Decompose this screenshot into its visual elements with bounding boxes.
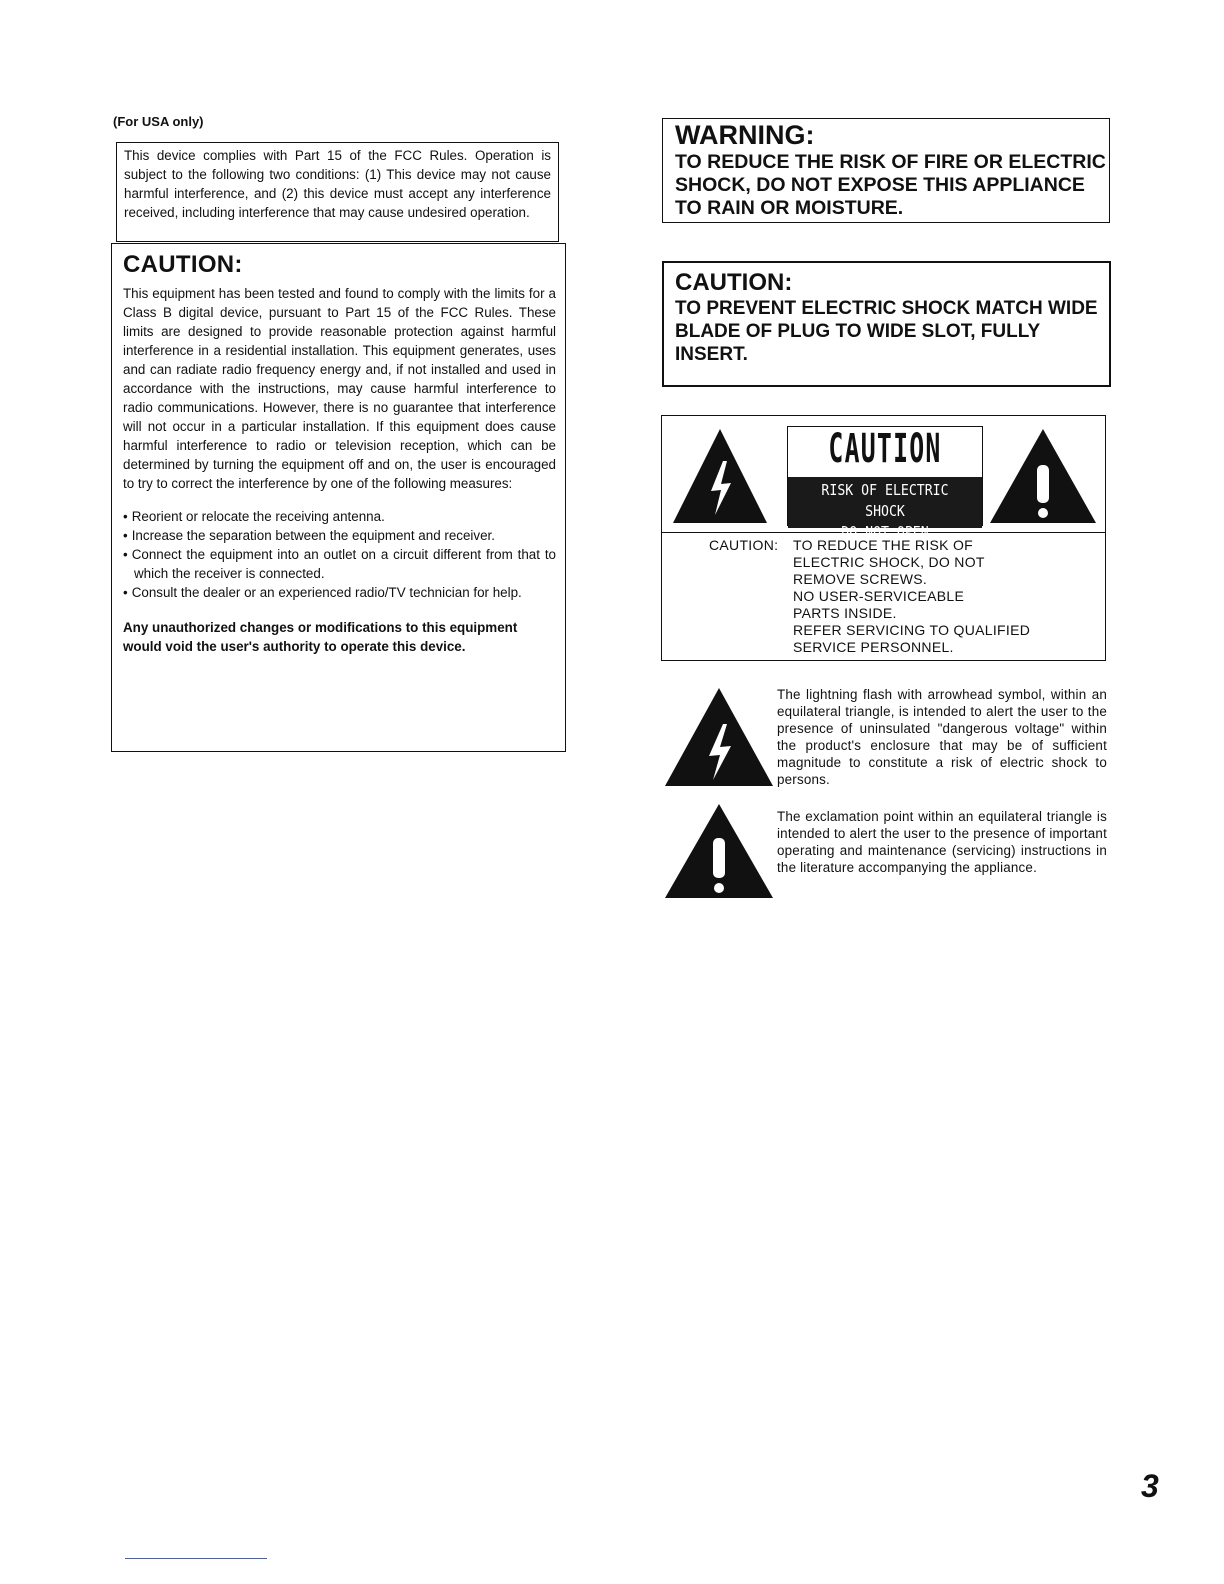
footer-rule [125,1558,267,1559]
list-item: • Consult the dealer or an experienced radio/TV technician for help. [123,583,556,602]
plug-caution-box [662,261,1111,387]
exclamation-warning-icon [988,427,1098,525]
fcc-statement-box [116,142,559,242]
caution-label-text-line: ELECTRIC SHOCK, DO NOT [793,554,985,570]
caution-label-lead: CAUTION: [709,537,779,553]
list-item: • Increase the separation between the equipment and receiver. [123,526,556,545]
caution-label-warning [788,477,982,541]
caution-label-text-line: PARTS INSIDE. [793,605,897,621]
caution-label-text-line: SERVICE PERSONNEL. [793,639,954,655]
plug-caution-body: TO PREVENT ELECTRIC SHOCK MATCH WIDE BLADE OF PLUG TO WIDE SLOT, FULLY INSERT. [675,298,1098,365]
caution-label-box [661,415,1106,661]
caution-label-title: CAUTION [828,426,942,472]
list-item: • Reorient or relocate the receiving antenna. [123,507,556,526]
warning-box [662,118,1110,223]
exclamation-warning-icon [663,802,775,900]
plug-caution-heading: CAUTION: [675,269,793,296]
caution-label-line2: DO NOT OPEN [841,523,929,541]
lightning-warning-icon [671,427,769,525]
lightning-symbol-description: The lightning flash with arrowhead symbol, within an equilateral triangle, is intended to alert the user to the presence of uninsulated "dangerous voltage" within the product's enclosure that may be of sufficient magnitude to constitute a risk of electric shock to persons. [777,687,1107,787]
caution-label-text-line: NO USER-SERVICEABLE [793,588,965,604]
lightning-symbol-explanation [663,686,1111,790]
class-b-caution-box [111,243,566,752]
caution-label-text [709,537,1093,656]
caution-label-graphic [662,416,1105,541]
lightning-warning-icon [663,686,775,788]
list-item: • Connect the equipment into an outlet on a circuit different from that to which the receiver is connected. [123,545,556,583]
caution-label-text-line: TO REDUCE THE RISK OF [793,537,974,553]
class-b-caution-body: This equipment has been tested and found to comply with the limits for a Class B digital device, pursuant to Part 15 of the FCC Rules. These limits are designed to provide reasonable protection against harmful interference in a residential installation. This equipment generates, uses and can radiate radio frequency energy and, if not installed and used in accordance with the instructions, may cause harmful interference to radio communications. However, there is no guarantee that interference will not occur in a particular installation. If this equipment does cause harmful interference to radio or television reception, which can be determined by turning the equipment off and on, the user is encouraged to try to correct the interference by one of the following measures: [123,286,556,491]
exclamation-symbol-description: The exclamation point within an equilateral triangle is intended to alert the user to the presence of important operating and maintenance (servicing) instructions in the literature accompanying the appliance. [777,809,1107,875]
fcc-statement-text: This device complies with Part 15 of the FCC Rules. Operation is subject to the following two conditions: (1) This device may not cause harmful interference, and (2) this device must accept any interference received, including interference that may cause undesired operation. [124,148,551,220]
warning-heading: WARNING: [675,120,815,150]
exclamation-symbol-explanation [663,802,1111,902]
warning-body: TO REDUCE THE RISK OF FIRE OR ELECTRIC SHOCK, DO NOT EXPOSE THIS APPLIANCE TO RAIN OR MOISTURE. [675,151,1106,219]
class-b-caution-heading: CAUTION: [123,251,243,278]
caution-label-text-line: REMOVE SCREWS. [793,571,928,587]
caution-label-lines [793,537,1093,656]
unauthorized-changes-note: Any unauthorized changes or modifications to this equipment would void the user's authority to operate this device. [123,620,518,654]
interference-measures-list [123,507,556,602]
page-number: 3 [1141,1468,1159,1504]
caution-label-line1: RISK OF ELECTRIC SHOCK [821,481,949,520]
usa-only-label: (For USA only) [113,114,204,129]
caution-label-text-line: REFER SERVICING TO QUALIFIED [793,622,1031,638]
caution-label-plate [787,426,983,541]
